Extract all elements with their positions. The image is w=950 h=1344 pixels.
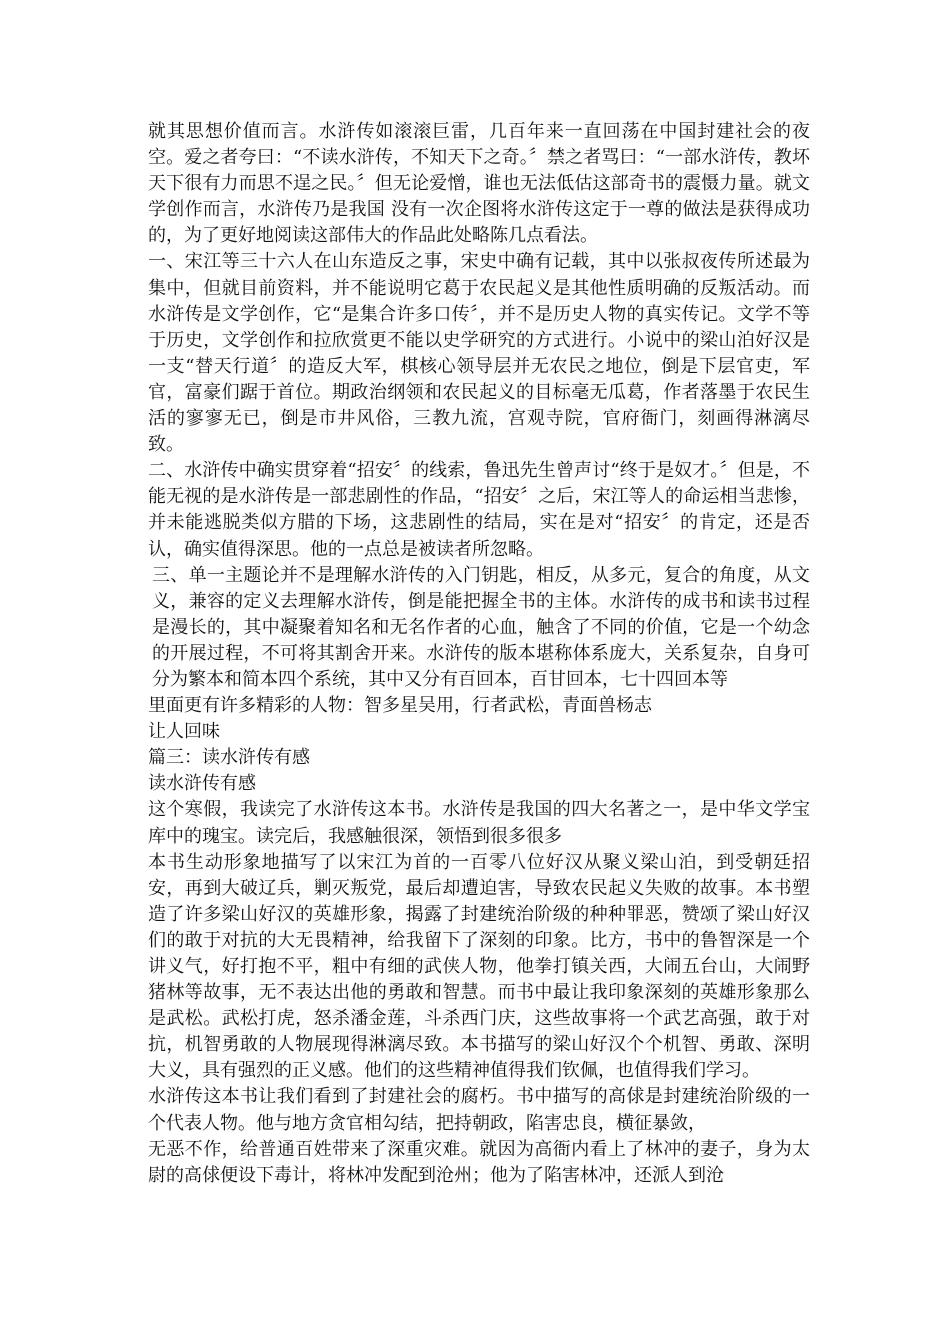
essay-society-paragraph: 水浒传这本书让我们看到了封建社会的腐朽。书中描写的高俅是封建统治阶级的一个代表人物。他与地方贪官相勾结，把持朝政，陷害忠良，横征暴敛， (148, 1086, 810, 1134)
aftertaste-line: 让人回味 (148, 721, 220, 743)
essay-title: 读水浒传有感 (148, 773, 256, 795)
essay-opening-paragraph: 这个寒假，我读完了水浒传这本书。水浒传是我国的四大名著之一，是中华文学宝库中的瑰宝。读完后，我感触很深，领悟到很多很多 (148, 799, 810, 847)
essay-gaoqiu-paragraph: 无恶不作，给普通百姓带来了深重灾难。就因为高衙内看上了林冲的妻子，身为太尉的高俅便设下毒计，将林冲发配到沧州；他为了陷害林冲，还派人到沧 (148, 1138, 810, 1186)
point-two-paragraph: 二、水浒传中确实贯穿着“招安〞的线索，鲁迅先生曾声讨“终于是奴才。〞但是，不能无视的是水浒传是一部悲剧性的作品，“招安〞之后，宋江等人的命运相当悲惨，并未能逃脱类似方腊的下场，这悲剧性的结局，实在是对“招安〞的肯定，还是否认，确实值得深思。他的一点总是被读者所忽略。 (148, 460, 810, 560)
essay-heroes-paragraph: 本书生动形象地描写了以宋江为首的一百零八位好汉从聚义梁山泊，到受朝廷招安，再到大破辽兵，剿灭叛党，最后却遭迫害，导致农民起义失败的故事。本书塑造了许多梁山好汉的英雄形象，揭露了封建统治阶级的种种罪恶，赞颂了梁山好汉们的敢于对抗的大无畏精神，给我留下了深刻的印象。比方，书中的鲁智深是一个讲义气，好打抱不平，粗中有细的武侠人物，他拳打镇关西，大闹五台山，大闹野猪林等故事，无不表达出他的勇敢和智慧。而书中最让我印象深刻的英雄形象那么是武松。武松打虎，怒杀潘金莲，斗杀西门庆，这些故事将一个武艺高强，敢于对抗，机智勇敢的人物展现得淋漓尽致。本书描写的梁山好汉个个机智、勇敢、深明大义，具有强烈的正义感。他们的这些精神值得我们钦佩，也值得我们学习。 (148, 851, 810, 1082)
document-page (148, 119, 810, 1189)
section-heading: 篇三：读水浒传有感 (148, 747, 310, 769)
point-three-paragraph: 三、单一主题论并不是理解水浒传的入门钥匙，相反，从多元，复合的角度，从文义，兼容的定义去理解水浒传，倒是能把握全书的主体。水浒传的成书和读书过程是漫长的，其中凝聚着知名和无名作者的心血，触含了不同的价值，它是一个幼念的开展过程，不可将其割舍开来。水浒传的版本堪称体系庞大，关系复杂，自身可分为繁本和简本四个系统，其中又分有百回本，百甘回本，七十四回本等 (152, 564, 810, 690)
characters-line: 里面更有许多精彩的人物：智多星吴用，行者武松，青面兽杨志 (148, 695, 652, 717)
intro-paragraph: 就其思想价值而言。水浒传如滚滚巨雷，几百年来一直回荡在中国封建社会的夜空。爱之者夸曰：“不读水浒传，不知天下之奇。〞禁之者骂曰：“一部水浒传，教坏天下很有力而思不逞之民。〞但无论爱憎，谁也无法低估这部奇书的震慑力量。就文学创作而言，水浒传乃是我国 没有一次企图将水浒传这定于一尊的做法是获得成功的，为了更好地阅读这部伟大的作品此处略陈几点看法。 (148, 121, 810, 247)
point-one-paragraph: 一、宋江等三十六人在山东造反之事，宋史中确有记载，其中以张叔夜传所述最为集中，但就目前资料，并不能说明它葛于农民起义是其他性质明确的反叛活动。而水浒传是文学创作，它“是集合许多口传〞，并不是历史人物的真实传记。文学不等于历史，文学创作和拉欣赏更不能以史学研究的方式进行。小说中的梁山泊好汉是一支“替天行道〞的造反大军，棋核心领导层并无农民之地位，倒是下层官吏，军官，富豪们踞于首位。期政治纲领和农民起义的目标毫无瓜葛，作者落墨于农民生活的寥寥无已，倒是市井风俗，三教九流，宫观寺院，官府衙门，刻画得淋漓尽致。 (148, 251, 810, 456)
